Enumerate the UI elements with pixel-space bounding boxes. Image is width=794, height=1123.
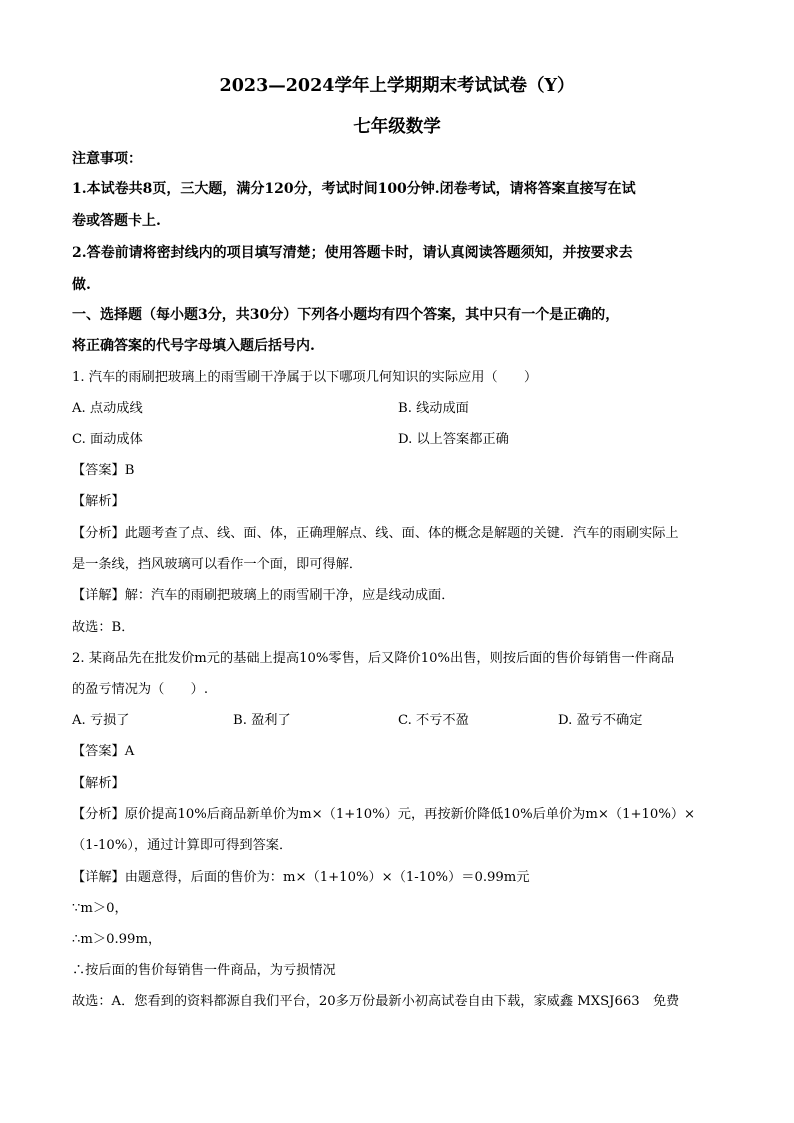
q2-fenxi-line1: 【分析】原价提高10%后商品新单价为m×（1+10%）元，再按新价降低10%后单价为m×（1+10%）× (72, 807, 696, 822)
q2-fenxi-line2: （1-10%），通过计算即可得到答案． (72, 838, 293, 853)
q2-stem-line1: 2. 某商品先在批发价m元的基础上提高10%零售，后又降价10%出售，则按后面的售价每销售一件商品 (72, 651, 675, 666)
q2-choose: 故选：A．您看到的资料都源自我们平台，20多万份最新小初高试卷自由下载，家威鑫 MXSJ663 免费 (72, 994, 680, 1009)
q2-analysis-label: 【解析】 (72, 776, 125, 791)
q1-fenxi-line2: 是一条线，挡风玻璃可以看作一个面，即可得解． (72, 557, 363, 572)
exam-subtitle: 七年级数学 (353, 117, 441, 137)
section1-line2: 将正确答案的代号字母填入题后括号内. (72, 338, 315, 354)
q1-analysis-label: 【解析】 (72, 494, 125, 509)
notice-item1-line1: 1.本试卷共8页，三大题，满分120分，考试时间100分钟.闭卷考试，请将答案直接写在试 (72, 181, 636, 197)
q2-step2: ∴m＞0.99m， (72, 932, 162, 947)
q2-step3: ∴按后面的售价每销售一件商品，为亏损情况 (72, 963, 336, 978)
q1-detail: 【详解】解：汽车的雨刷把玻璃上的雨雪刷干净，应是线动成面． (72, 588, 455, 603)
q1-choose: 故选：B． (72, 620, 135, 635)
q1-answer: 【答案】B (72, 463, 135, 478)
q1-stem: 1. 汽车的雨刷把玻璃上的雨雪刷干净属于以下哪项几何知识的实际应用（ ） (72, 370, 538, 385)
q2-detail: 【详解】由题意得，后面的售价为：m×（1+10%）×（1-10%）＝0.99m元 (72, 870, 530, 885)
q2-option-c: C. 不亏不盈 (398, 713, 469, 728)
q1-option-b: B. 线动成面 (398, 401, 469, 416)
q2-option-a: A. 亏损了 (72, 713, 130, 728)
q2-option-d: D. 盈亏不确定 (558, 713, 643, 728)
q1-option-d: D. 以上答案都正确 (398, 432, 509, 447)
q2-step1: ∵m＞0， (72, 901, 128, 916)
q1-option-a: A. 点动成线 (72, 401, 143, 416)
q1-fenxi-line1: 【分析】此题考查了点、线、面、体，正确理解点、线、面、体的概念是解题的关键．汽车的雨刷实际上 (72, 526, 679, 541)
exam-title: 2023—2024学年上学期期末考试试卷（Y） (219, 76, 575, 96)
section1-line1: 一、选择题（每小题3分，共30分）下列各小题均有四个答案，其中只有一个是正确的， (72, 307, 620, 323)
notice-item2-line1: 2.答卷前请将密封线内的项目填写清楚；使用答题卡时，请认真阅读答题须知，并按要求去 (72, 245, 633, 261)
notice-item2-line2: 做. (72, 277, 91, 293)
notice-item1-line2: 卷或答题卡上. (72, 213, 161, 229)
q2-answer: 【答案】A (72, 744, 135, 759)
notice-heading: 注意事项： (72, 151, 142, 167)
q2-stem-line2: 的盈亏情况为（ ）. (72, 682, 209, 697)
q2-option-b: B. 盈利了 (233, 713, 291, 728)
q1-option-c: C. 面动成体 (72, 432, 143, 447)
